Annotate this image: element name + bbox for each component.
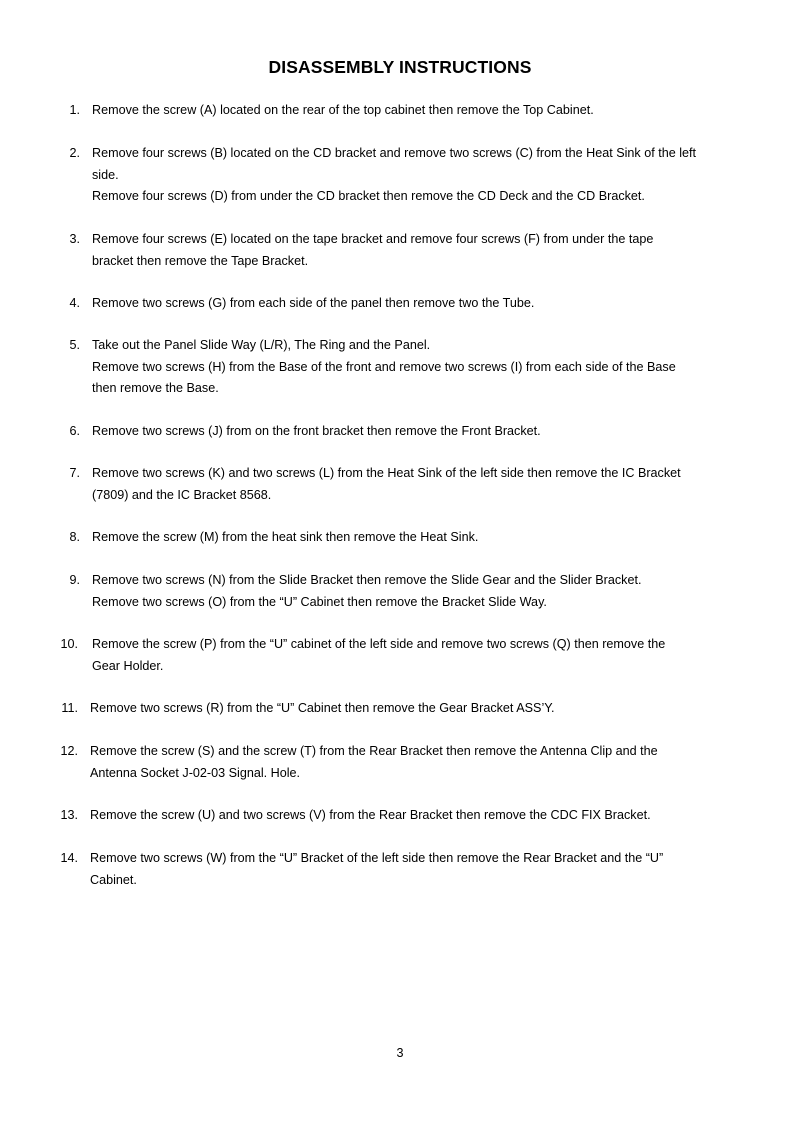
step-text (92, 100, 742, 122)
step-text-line: Remove two screws (K) and two screws (L) from the Heat Sink of the left side then remove the IC Bracket (92, 466, 681, 480)
step-number: 1. (69, 103, 80, 117)
step-number: 7. (69, 466, 80, 480)
step-text (90, 848, 740, 891)
step-text-line: Remove four screws (E) located on the tape bracket and remove four screws (F) from under the tape (92, 232, 654, 246)
step-text-line: Remove two screws (N) from the Slide Bracket then remove the Slide Gear and the Slider Bracket. (92, 573, 642, 587)
step-text (92, 634, 742, 677)
step-text (92, 143, 742, 208)
step-number: 3. (69, 232, 80, 246)
step-text (92, 421, 742, 443)
step-text-line: Remove four screws (B) located on the CD bracket and remove two screws (C) from the Heat Sink of the left (92, 146, 697, 160)
step-text-line: Remove two screws (H) from the Base of the front and remove two screws (I) from each side of the Base (92, 359, 676, 374)
page-title: DISASSEMBLY INSTRUCTIONS (268, 57, 532, 77)
step-number: 6. (69, 424, 80, 438)
step-number: 4. (69, 296, 80, 310)
step-number: 9. (69, 573, 80, 587)
step-text-line: Remove the screw (M) from the heat sink then remove the Heat Sink. (92, 530, 479, 544)
step-text-line: Remove the screw (S) and the screw (T) from the Rear Bracket then remove the Antenna Clip and the (90, 744, 658, 758)
step-text (92, 335, 742, 400)
step-text-line: then remove the Base. (92, 381, 219, 395)
step-text-line: (7809) and the IC Bracket 8568. (92, 487, 272, 502)
step-text-line: Remove two screws (R) from the “U” Cabinet then remove the Gear Bracket ASS’Y. (90, 701, 555, 715)
step-number: 5. (69, 338, 80, 352)
step-text-line: Gear Holder. (92, 658, 164, 673)
step-text-line: Remove two screws (J) from on the front bracket then remove the Front Bracket. (92, 424, 541, 438)
step-text-line: side. (92, 167, 119, 182)
step-text (92, 570, 742, 613)
step-number: 14. (60, 851, 78, 865)
step-text (90, 741, 740, 784)
step-number: 11. (61, 701, 78, 715)
step-text-line: Remove two screws (G) from each side of the panel then remove two the Tube. (92, 296, 535, 310)
step-text (92, 527, 742, 549)
step-text-line: Remove four screws (D) from under the CD bracket then remove the CD Deck and the CD Bracket. (92, 189, 645, 203)
step-number: 12. (60, 744, 78, 758)
step-number: 8. (69, 530, 80, 544)
step-text (92, 293, 742, 315)
step-text (90, 805, 740, 827)
page-number: 3 (396, 1046, 404, 1060)
step-text-line: Remove the screw (U) and two screws (V) from the Rear Bracket then remove the CDC FIX Bracket. (90, 808, 651, 822)
step-text-line: Cabinet. (90, 872, 137, 887)
step-text-line: Take out the Panel Slide Way (L/R), The Ring and the Panel. (92, 338, 431, 352)
step-number: 10. (60, 637, 78, 651)
step-text (92, 229, 742, 272)
step-text-line: Remove the screw (A) located on the rear of the top cabinet then remove the Top Cabinet. (92, 103, 594, 117)
step-text-line: Remove the screw (P) from the “U” cabinet of the left side and remove two screws (Q) then remove the (92, 637, 666, 651)
step-number: 2. (69, 146, 80, 160)
step-text-line: Antenna Socket J-02-03 Signal. Hole. (90, 765, 301, 780)
step-text (90, 698, 740, 720)
step-text-line: bracket then remove the Tape Bracket. (92, 253, 309, 268)
step-text-line: Remove two screws (W) from the “U” Bracket of the left side then remove the Rear Bracket and the “U” (90, 851, 664, 865)
step-text (92, 463, 742, 506)
step-number: 13. (60, 808, 78, 822)
step-text-line: Remove two screws (O) from the “U” Cabinet then remove the Bracket Slide Way. (92, 594, 547, 609)
